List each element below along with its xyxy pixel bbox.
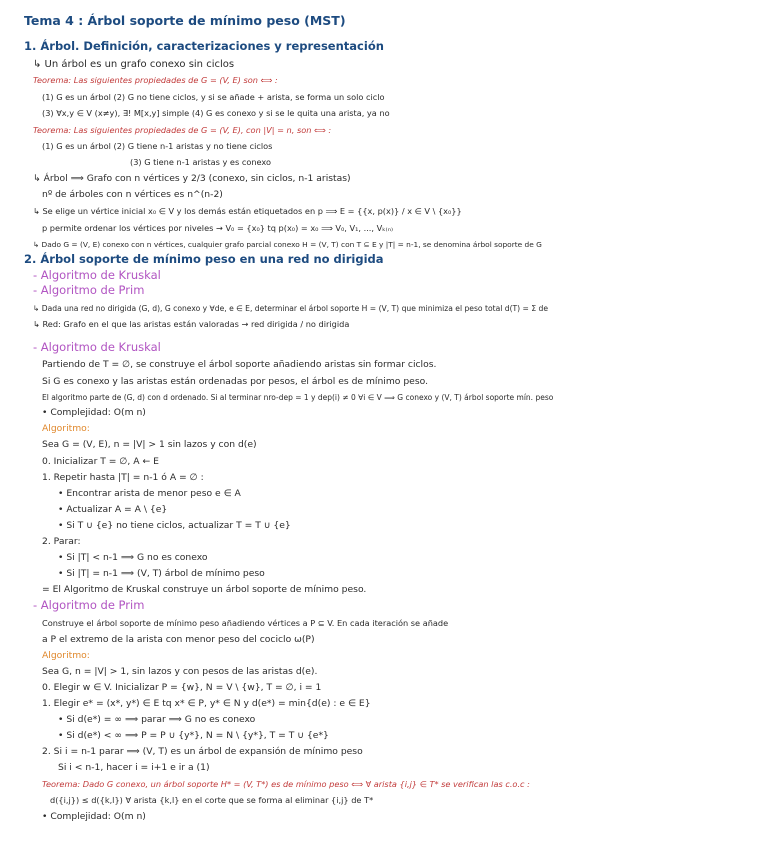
note-line: Sea G, n = |V| > 1, sin lazos y con pesos de las aristas d(e).: [42, 666, 318, 677]
prim-heading: - Algoritmo de Prim: [33, 598, 145, 612]
note-line: ↳ Un árbol es un grafo conexo sin ciclos: [33, 59, 235, 70]
step-line: Si i < n-1, hacer i = i+1 e ir a (1): [58, 762, 210, 773]
theorem-line: Teorema: Las siguientes propiedades de G = (V, E), con |V| = n, son ⟺ :: [33, 125, 332, 135]
step-line: 0. Elegir w ∈ V. Inicializar P = {w}, N = V \ {w}, T = ∅, i = 1: [42, 682, 322, 693]
bullet-line: • Si |T| < n-1 ⟹ G no es conexo: [58, 552, 208, 563]
note-line: (1) G es un árbol (2) G tiene n-1 aristas y no tiene ciclos: [42, 141, 273, 151]
note-line: ↳ Dado G = (V, E) conexo con n vértices, cualquier grafo parcial conexo H = (V, T) con T ⊆ E y |T| = n-1, se denomina árbol soporte de G: [33, 240, 542, 249]
note-line: (3) G tiene n-1 aristas y es conexo: [130, 157, 272, 167]
note-line: Construye el árbol soporte de mínimo peso añadiendo vértices a P ⊆ V. En cada iteración se añade: [42, 618, 449, 628]
note-line: Si G es conexo y las aristas están ordenadas por pesos, el árbol es de mínimo peso.: [42, 376, 428, 387]
bullet-line: • Si |T| = n-1 ⟹ (V, T) árbol de mínimo peso: [58, 568, 265, 579]
note-line: (3) ∀x,y ∈ V (x≠y), ∃! M[x,y] simple (4) G es conexo y si se le quita una arista, ya no: [42, 108, 390, 118]
section-1-heading: 1. Árbol. Definición, caracterizaciones y representación: [24, 39, 384, 53]
bullet-line: • Encontrar arista de menor peso e ∈ A: [58, 488, 241, 499]
kruskal-heading: - Algoritmo de Kruskal: [33, 340, 161, 354]
theorem-line: Teorema: Dado G conexo, un árbol soporte H* = (V, T*) es de mínimo peso ⟺ ∀ arista {i,j} ∈ T* se verifican las c.o.c :: [42, 779, 530, 789]
step-line: 1. Repetir hasta |T| = n-1 ó A = ∅ :: [42, 472, 204, 483]
note-line: a P el extremo de la arista con menor peso del cociclo ω(P): [42, 634, 315, 645]
note-line: d({i,j}) ≤ d({k,l}) ∀ arista {k,l} en el corte que se forma al eliminar {i,j} de T*: [50, 795, 374, 805]
complexity-line: • Complejidad: O(m n): [42, 407, 146, 418]
note-line: Sea G = (V, E), n = |V| > 1 sin lazos y con d(e): [42, 439, 257, 450]
note-line: nº de árboles con n vértices es n^(n-2): [42, 189, 223, 200]
bullet-line: • Si d(e*) < ∞ ⟹ P = P ∪ {y*}, N = N \ {y*}, T = T ∪ {e*}: [58, 730, 329, 741]
note-line: ↳ Red: Grafo en el que las aristas están valoradas → red dirigida / no dirigida: [33, 319, 350, 329]
note-line: = El Algoritmo de Kruskal construye un árbol soporte de mínimo peso.: [42, 584, 367, 595]
prim-link: - Algoritmo de Prim: [33, 283, 145, 297]
algorithm-label: Algoritmo:: [42, 650, 90, 661]
kruskal-link: - Algoritmo de Kruskal: [33, 268, 161, 282]
note-line: (1) G es un árbol (2) G no tiene ciclos, y si se añade + arista, se forma un solo ciclo: [42, 92, 385, 102]
theorem-line: Teorema: Las siguientes propiedades de G = (V, E) son ⟺ :: [33, 75, 278, 85]
page-title: Tema 4 : Árbol soporte de mínimo peso (MST): [24, 13, 346, 28]
step-line: 1. Elegir e* = (x*, y*) ∈ E tq x* ∈ P, y* ∈ N y d(e*) = min{d(e) : e ∈ E}: [42, 698, 371, 709]
bullet-line: • Actualizar A = A \ {e}: [58, 504, 168, 515]
complexity-line: • Complejidad: O(m n): [42, 811, 146, 822]
step-line: 2. Parar:: [42, 536, 81, 547]
note-line: ↳ Se elige un vértice inicial x₀ ∈ V y los demás están etiquetados en p ⟹ E = {{x, p(x)} / x ∈ V \ {x₀}}: [33, 206, 462, 216]
note-line: p permite ordenar los vértices por niveles → V₀ = {x₀} tq p(x₀) = x₀ ⟹ V₀, V₁, ..., Vₖ₍ₙ₎: [42, 223, 393, 233]
note-line: Partiendo de T = ∅, se construye el árbol soporte añadiendo aristas sin formar ciclos.: [42, 359, 437, 370]
step-line: 2. Si i = n-1 parar ⟹ (V, T) es un árbol de expansión de mínimo peso: [42, 746, 363, 757]
algorithm-label: Algoritmo:: [42, 423, 90, 434]
bullet-line: • Si d(e*) = ∞ ⟹ parar ⟹ G no es conexo: [58, 714, 256, 725]
note-line: El algoritmo parte de (G, d) con d ordenado. Si al terminar nro-dep = 1 y dep(i) ≠ 0 ∀i ∈ V ⟹ G conexo y (V, T) árbol soporte mín. peso: [42, 393, 554, 402]
note-line: ↳ Árbol ⟹ Grafo con n vértices y 2/3 (conexo, sin ciclos, n-1 aristas): [33, 173, 351, 184]
step-line: 0. Inicializar T = ∅, A ← E: [42, 456, 159, 467]
note-line: ↳ Dada una red no dirigida (G, d), G conexo y ∀de, e ∈ E, determinar el árbol soporte H = (V, T) que minimiza el peso total d(T) = Σ de: [33, 304, 549, 313]
section-2-heading: 2. Árbol soporte de mínimo peso en una red no dirigida: [24, 252, 384, 266]
bullet-line: • Si T ∪ {e} no tiene ciclos, actualizar T = T ∪ {e}: [58, 520, 291, 531]
